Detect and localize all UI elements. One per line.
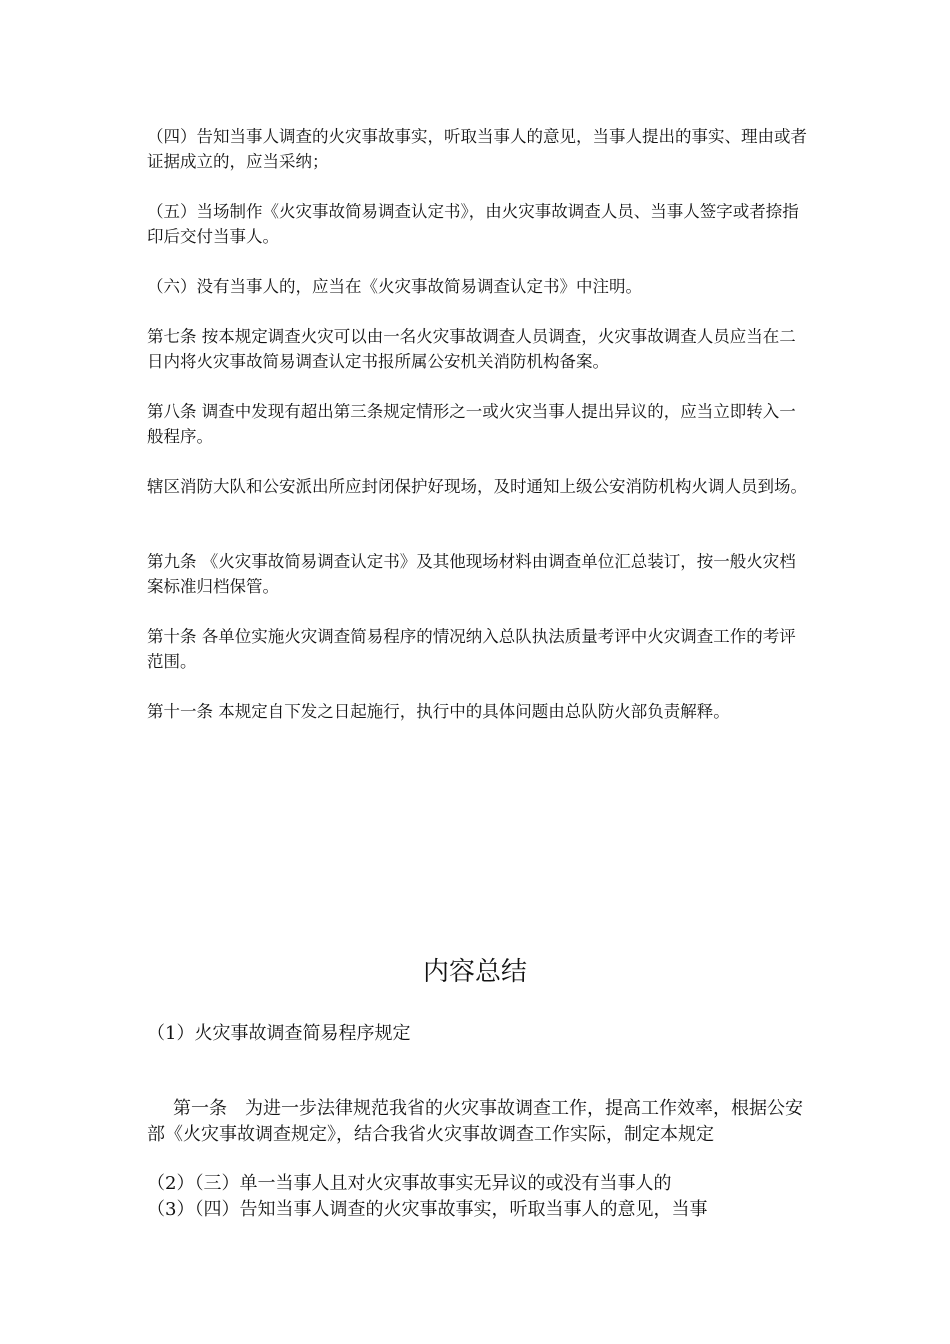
paragraph-article-10: 第十条 各单位实施火灾调查简易程序的情况纳入总队执法质量考评中火灾调查工作的考评范围。: [147, 627, 796, 671]
paragraph-article-9: 第九条 《火灾事故简易调查认定书》及其他现场材料由调查单位汇总装订，按一般火灾档案标准归档保管。: [147, 552, 796, 596]
paragraph-jurisdiction: 辖区消防大队和公安派出所应封闭保护好现场，及时通知上级公安消防机构火调人员到场。: [147, 477, 807, 496]
paragraph-item-6: （六）没有当事人的，应当在《火灾事故简易调查认定书》中注明。: [147, 277, 642, 296]
summary-item-3: （3）（四）告知当事人调查的火灾事故事实，听取当事人的意见，当事: [147, 1199, 708, 1220]
summary-item-2: （2）（三）单一当事人且对火灾事故事实无异议的或没有当事人的: [147, 1173, 672, 1194]
paragraph-article-8: 第八条 调查中发现有超出第三条规定情形之一或火灾当事人提出异议的，应当立即转入一般程序。: [147, 402, 796, 446]
paragraph-item-4: （四）告知当事人调查的火灾事故事实，听取当事人的意见，当事人提出的事实、理由或者证据成立的，应当采纳；: [147, 127, 807, 171]
summary-article-1: 第一条 为进一步法律规范我省的火灾事故调查工作，提高工作效率，根据公安部《火灾事故调查规定》，结合我省火灾事故调查工作实际，制定本规定: [147, 1098, 803, 1145]
paragraph-article-11: 第十一条 本规定自下发之日起施行，执行中的具体问题由总队防火部负责解释。: [147, 702, 730, 721]
paragraph-article-7: 第七条 按本规定调查火灾可以由一名火灾事故调查人员调查，火灾事故调查人员应当在二日内将火灾事故简易调查认定书报所属公安机关消防机构备案。: [147, 327, 796, 371]
summary-item-1: （1）火灾事故调查简易程序规定: [147, 1023, 411, 1044]
summary-title: 内容总结: [422, 957, 527, 987]
paragraph-item-5: （五）当场制作《火灾事故简易调查认定书》，由火灾事故调查人员、当事人签字或者捺指印后交付当事人。: [147, 202, 799, 246]
